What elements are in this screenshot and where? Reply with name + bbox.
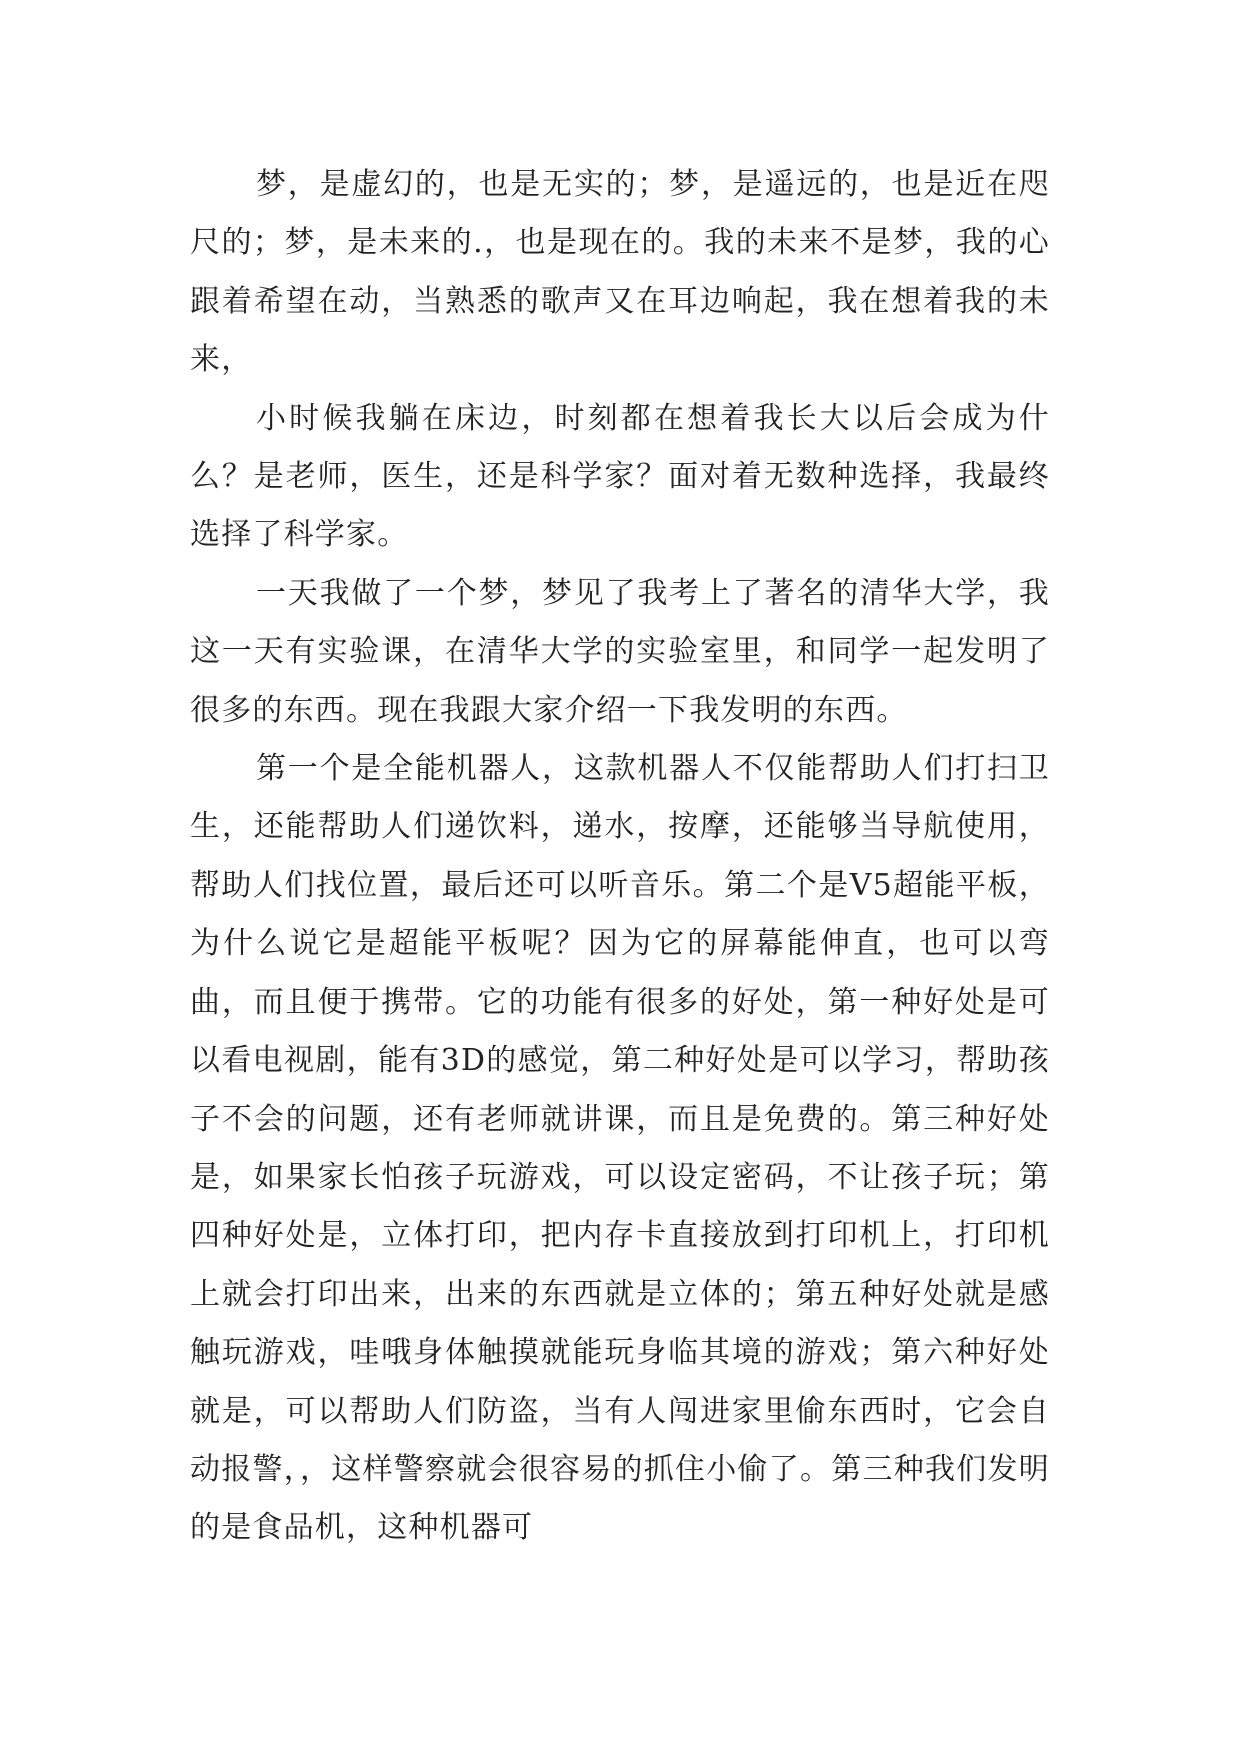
- paragraph-dream-intro: 梦，是虚幻的，也是无实的；梦，是遥远的，也是近在咫尺的；梦，是未来的.，也是现在的。我的未来不是梦，我的心跟着希望在动，当熟悉的歌声又在耳边响起，我在想着我的未来，: [190, 167, 1050, 378]
- paragraph-inventions: 第一个是全能机器人，这款机器人不仅能帮助人们打扫卫生，还能帮助人们递饮料，递水，按摩，还能够当导航使用，帮助人们找位置，最后还可以听音乐。第二个是V5超能平板，为什么说它是超能平板呢？因为它的屏幕能伸直，也可以弯曲，而且便于携带。它的功能有很多的好处，第一种好处是可以看电视剧，能有3D的感觉，第二种好处是可以学习，帮助孩子不会的问题，还有老师就讲课，而且是免费的。第三种好处是，如果家长怕孩子玩游戏，可以设定密码，不让孩子玩；第四种好处是，立体打印，把内存卡直接放到打印机上，打印机上就会打印出来，出来的东西就是立体的；第五种好处就是感触玩游戏，哇哦身体触摸就能玩身临其境的游戏；第六种好处就是，可以帮助人们防盗，当有人闯进家里偷东西时，它会自动报警，，这样警察就会很容易的抓住小偷了。第三种我们发明的是食品机，这种机器可: [190, 751, 1050, 1546]
- paragraph-childhood: 小时候我躺在床边，时刻都在想着我长大以后会成为什么？是老师，医生，还是科学家？面对着无数种选择，我最终选择了科学家。: [190, 400, 1050, 553]
- essay-body: [190, 156, 1050, 1558]
- paragraph-tsinghua-dream: 一天我做了一个梦，梦见了我考上了著名的清华大学，我这一天有实验课，在清华大学的实验室里，和同学一起发明了很多的东西。现在我跟大家介绍一下我发明的东西。: [190, 575, 1050, 728]
